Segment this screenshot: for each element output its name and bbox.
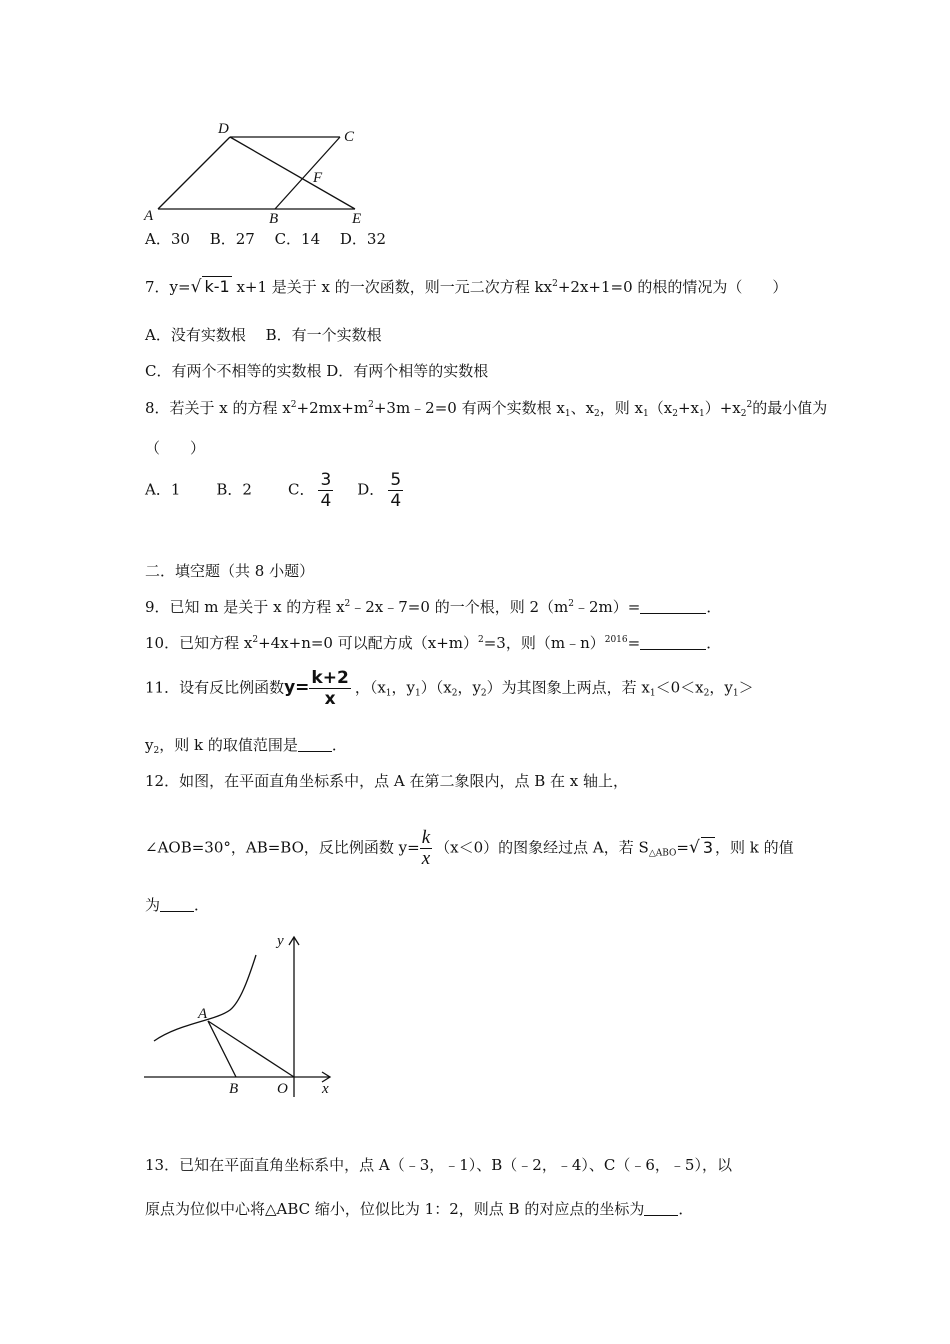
segment-bc [275, 137, 340, 209]
question-11-line2: $y_2$，则 k 的取值范围是 ． [145, 736, 347, 756]
answer-blank-13 [644, 1215, 678, 1216]
label-f: F [313, 170, 323, 186]
radical-3: 3 [702, 837, 714, 857]
section-fill-in-title: 二．填空题（共 8 小题） [145, 562, 315, 580]
fraction-k-over-x: $\frac{k}{x}$ [421, 827, 431, 869]
q7-options-line2: C．有两个不相等的实数根 D．有两个相等的实数根 [145, 362, 489, 380]
coordinate-figure [140, 925, 350, 1100]
label-y: y [277, 933, 284, 949]
answer-blank-10 [640, 649, 706, 650]
label-b: B [229, 1081, 239, 1097]
q7-options-line1: A．没有实数根 B．有一个实数根 [145, 326, 382, 344]
hyperbola-curve [154, 955, 256, 1041]
question-13-line1: 13．已知在平面直角坐标系中，点 A（﹣3，﹣1）、B（﹣2，﹣4）、C（﹣6，﹣5），以 [145, 1156, 732, 1174]
answer-blank-9 [640, 613, 706, 614]
question-10: 10．已知方程 $x^2+4x+n=0$ 可以配方成$(x+m)^2=3$，则（m﹣n）$^{2016}$= ． [145, 634, 722, 652]
label-a: A [144, 208, 154, 224]
question-11: 11．设有反比例函数y= $\frac{k+2}{x}$ ，（$x_1$，$y_1)(x_2$，$y_2$）为其图象上两点，若 $x_1<0<x_2$，$y_1>$ [145, 668, 754, 709]
q8-paren: （ ） [145, 439, 206, 457]
question-12-line2: ∠AOB=30°，AB=BO，反比例函数 y= $\frac{k}{x}$ （x＜0）的图象经过点 A，若 $S_{\triangle ABO}=√$ 3 ，则 k 的值 [145, 827, 794, 869]
fraction-k-plus-2-over-x: $\frac{k+2}{x}$ [311, 668, 349, 709]
label-c: C [344, 129, 355, 145]
segment-ad [158, 137, 230, 209]
segment-de [230, 137, 355, 209]
answer-blank-11 [298, 751, 332, 752]
question-7: 7．y=√ k-1 x+1 是关于 x 的一次函数，则一元二次方程 $kx^2+2x+1=0$ 的根的情况为（ ） [145, 277, 788, 297]
fraction-5-4: $\frac{5}{4}$ [390, 470, 402, 511]
question-12-line1: 12．如图，在平面直角坐标系中，点 A 在第二象限内，点 B 在 x 轴上， [145, 772, 629, 790]
label-b: B [269, 211, 279, 227]
fraction-3-4: $\frac{3}{4}$ [320, 470, 332, 511]
radical-k-1: k-1 [204, 277, 230, 296]
answer-blank-12 [160, 911, 194, 912]
question-8: 8．若关于 x 的方程 $x^2+2mx+m^2+3m﹣2=0$ 有两个实数根 $x_1$、$x_2$，则 $x_1(x_2+x_1)+x_2^2$的最小值为 [145, 399, 828, 419]
label-x: x [322, 1081, 329, 1097]
question-13-line2: 原点为位似中心将△ABC 缩小，位似比为 1：2，则点 B 的对应点的坐标为 ． [145, 1200, 694, 1218]
q6-options: A．30 B．27 C．14 D．32 [145, 230, 387, 248]
question-9: 9．已知 m 是关于 x 的方程 $x^2﹣2x﹣7=0$ 的一个根，则 $2(m^2﹣2m)=$ ． [145, 598, 722, 616]
label-d: D [218, 121, 229, 137]
question-12-line3: 为 ． [145, 896, 210, 914]
q8-options: A．1 B．2 C． $\frac{3}{4}$ D． $\frac{5}{4}$ [145, 470, 402, 511]
label-o: O [277, 1081, 288, 1097]
label-e: E [352, 211, 362, 227]
segment-ao [208, 1021, 294, 1077]
label-a: A [198, 1006, 208, 1022]
parallelogram-figure [130, 115, 380, 227]
